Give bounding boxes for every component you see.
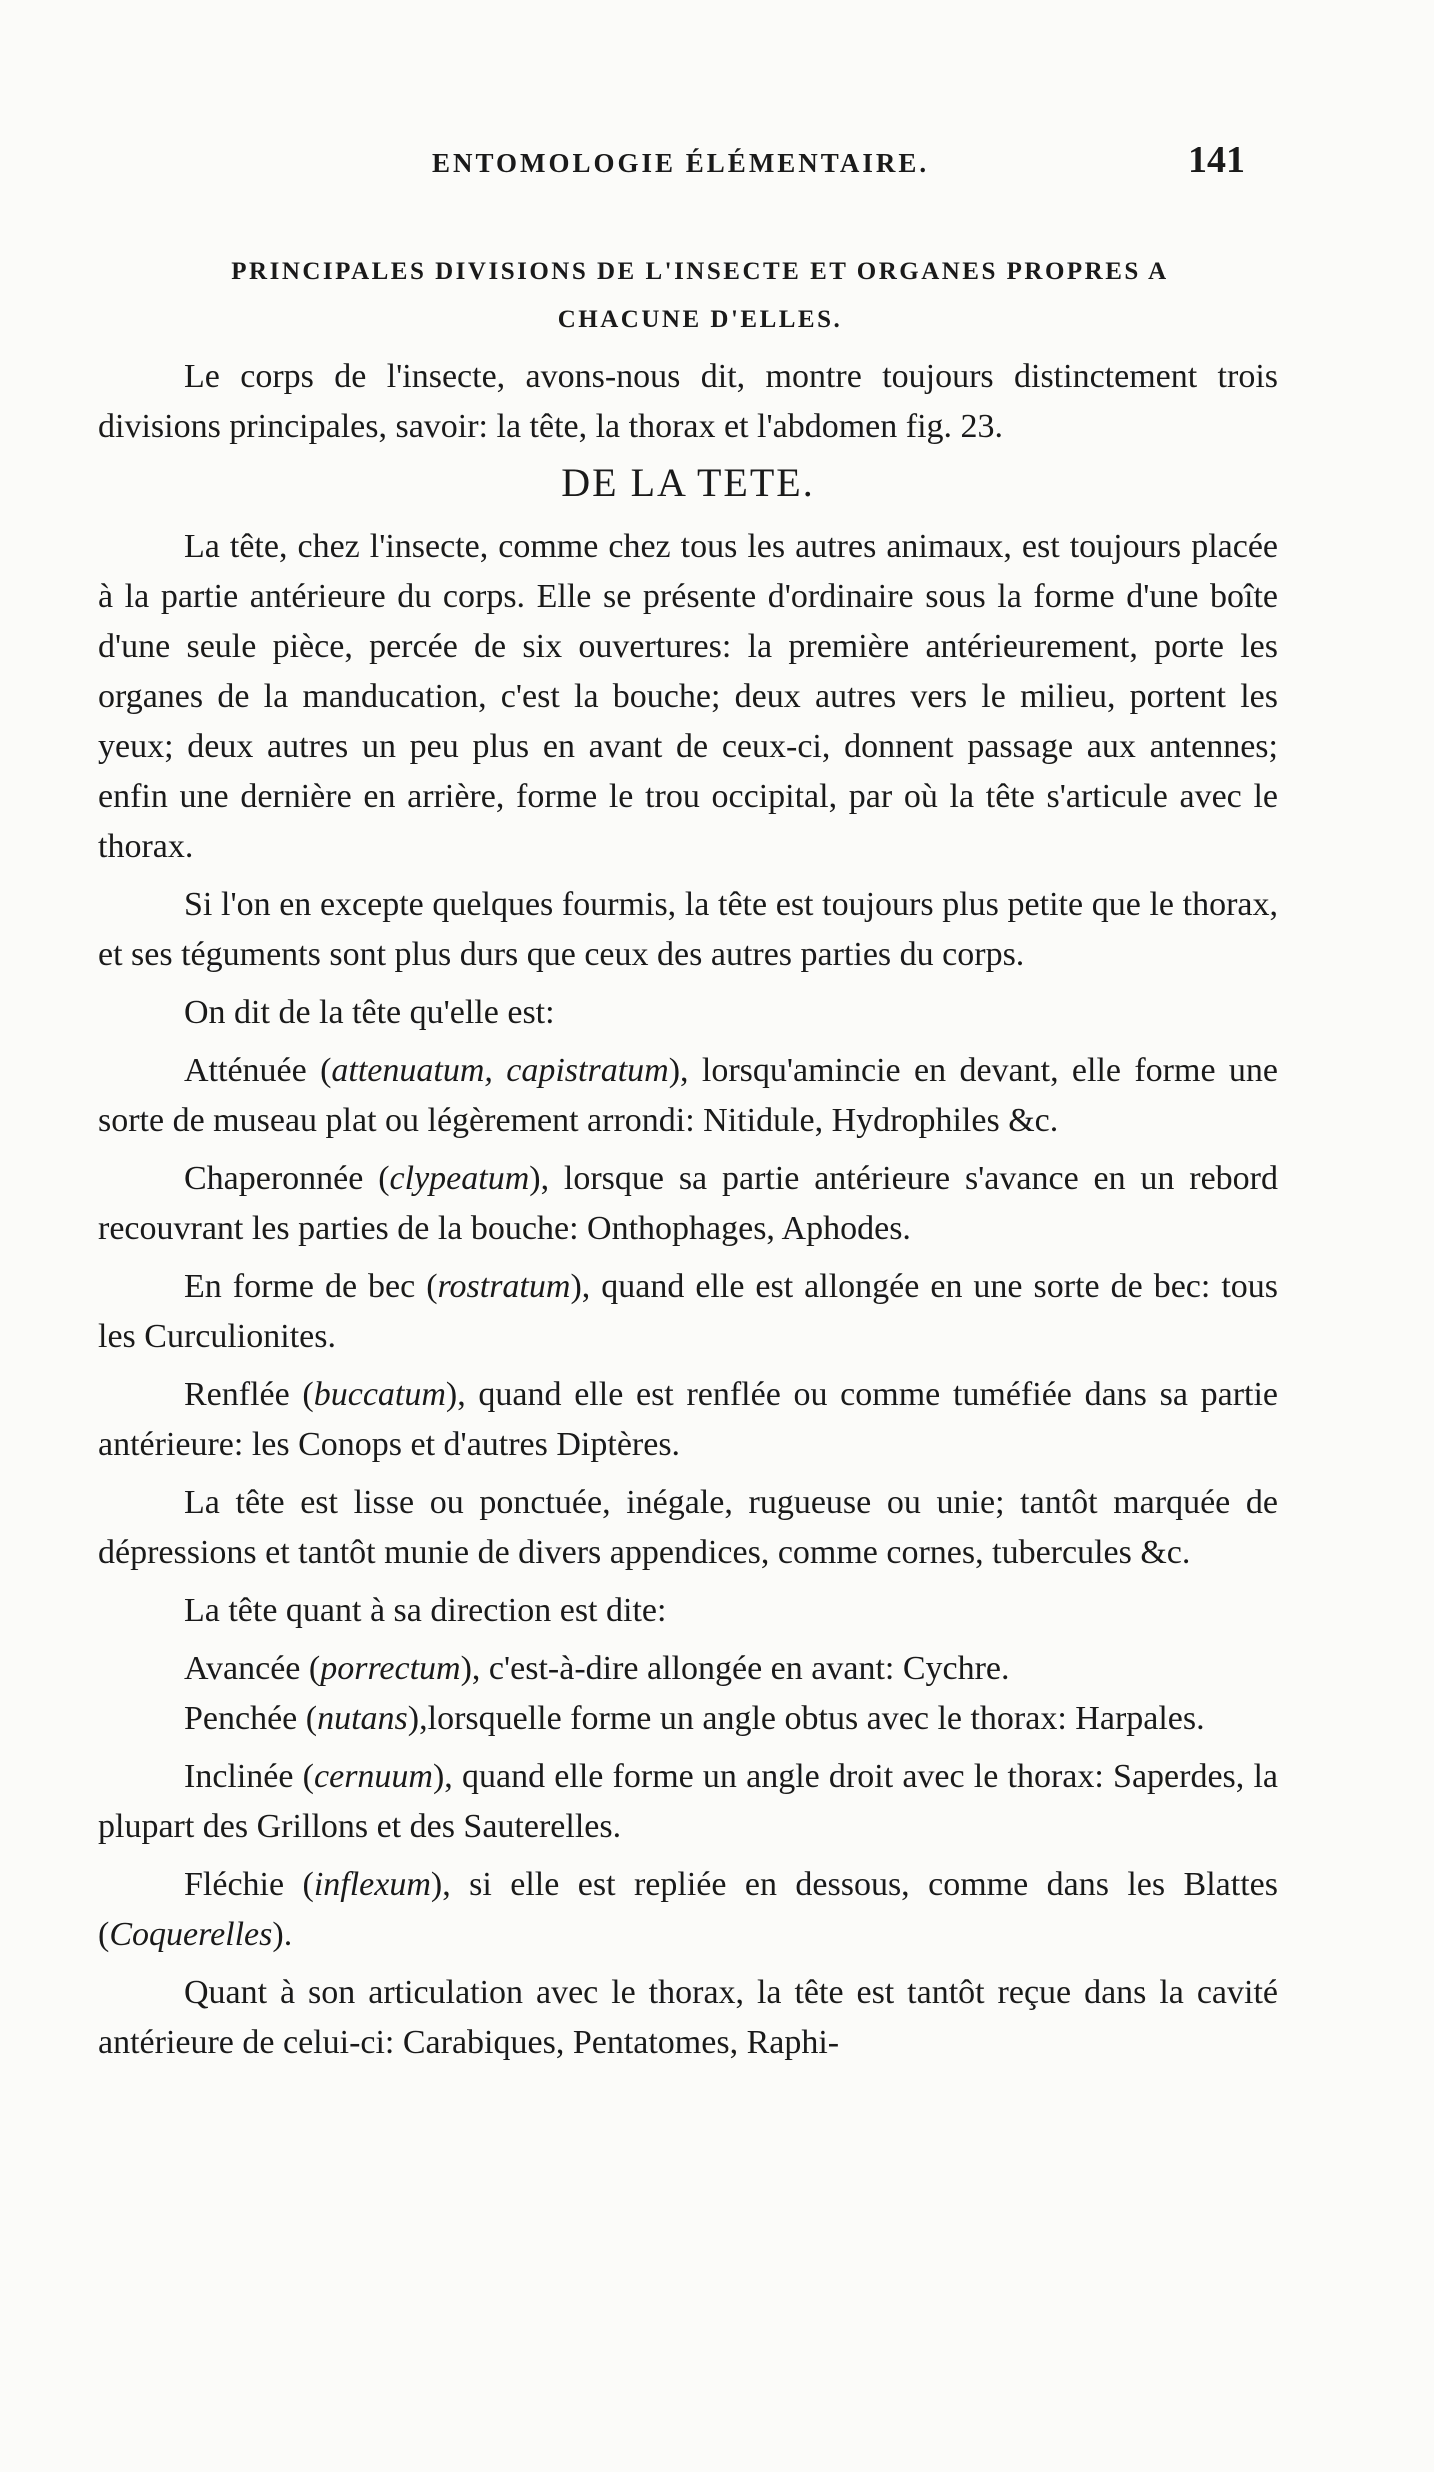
latin-term: porrectum xyxy=(320,1650,461,1687)
paragraph-surface: La tête est lisse ou ponctuée, inégale, rugueuse ou unie; tantôt marquée de dépressions et tantôt munie de divers appendices, comme cornes, tubercules &c. xyxy=(98,1484,1278,1571)
text-run: ), quand elle forme un angle droit avec le thorax: Saperdes, la plupart des Grillons et des Sauterelles. xyxy=(98,1758,1279,1845)
latin-term: rostratum xyxy=(437,1268,571,1305)
text-run: ), c'est-à-dire allongée en avant: Cychre. xyxy=(460,1650,1010,1687)
intro-paragraph: Le corps de l'insecte, avons-nous dit, montre toujours distinctement trois divisions principales, savoir: la tête, la thorax et l'abdomen fig. 23. xyxy=(98,358,1278,445)
paragraph-articulation: Quant à son articulation avec le thorax, la tête est tantôt reçue dans la cavité antérieure de celui-ci: Carabiques, Pentatomes, Raphi- xyxy=(98,1974,1278,2061)
text-run: En forme de bec ( xyxy=(184,1268,438,1305)
text-run: Penchée ( xyxy=(184,1700,318,1737)
latin-term: clypeatum xyxy=(389,1160,530,1197)
subheading: DE LA TETE. xyxy=(561,460,815,505)
latin-term: inflexum xyxy=(313,1866,431,1903)
text-run: ), quand elle est renflée ou comme tuméfiée dans sa partie antérieure: les Conops et d'autres Diptères. xyxy=(98,1376,1278,1463)
section-heading-line2: CHACUNE D'ELLES. xyxy=(557,306,843,333)
text-run: Inclinée ( xyxy=(184,1758,315,1795)
latin-term: nutans xyxy=(317,1700,408,1737)
page-header xyxy=(0,138,1434,198)
text-run: ), quand elle est allongée en une sorte de bec: tous les Curculionites. xyxy=(98,1268,1279,1355)
paragraph-attenuee xyxy=(98,1046,1278,1146)
body-text xyxy=(98,352,1278,2068)
text-run: Avancée ( xyxy=(184,1650,321,1687)
section-heading xyxy=(130,248,1270,344)
running-title: ENTOMOLOGIE ÉLÉMENTAIRE. xyxy=(432,148,930,178)
page-number: 141 xyxy=(1188,139,1245,181)
paragraph-head-forms-intro: On dit de la tête qu'elle est: xyxy=(184,994,555,1031)
text-run: ), si elle est repliée en dessous, comme dans les Blattes ( xyxy=(98,1866,1278,1953)
paragraph-inclinee xyxy=(98,1752,1278,1852)
text-run: Chaperonnée ( xyxy=(184,1160,390,1197)
paragraph-penchee xyxy=(98,1694,1278,1744)
section-heading-line1: PRINCIPALES DIVISIONS DE L'INSECTE ET ORGANES PROPRES A xyxy=(231,258,1169,285)
text-run: ),lorsquelle forme un angle obtus avec le thorax: Harpales. xyxy=(407,1700,1205,1737)
paragraph-avancee xyxy=(98,1644,1278,1694)
latin-term: buccatum xyxy=(313,1376,446,1413)
text-run: Atténuée ( xyxy=(184,1052,332,1089)
paragraph-direction-intro: La tête quant à sa direction est dite: xyxy=(184,1592,667,1629)
text-run: ), lorsque sa partie antérieure s'avance en un rebord recouvrant les parties de la bouche: Onthophages, Aphodes. xyxy=(98,1160,1278,1247)
latin-term: cernuum xyxy=(314,1758,433,1795)
text-run: ), lorsqu'amincie en devant, elle forme une sorte de museau plat ou légèrement arrondi: Nitidule, Hydrophiles &c. xyxy=(98,1052,1278,1139)
text-run: Renflée ( xyxy=(184,1376,314,1413)
text-run: Fléchie ( xyxy=(184,1866,314,1903)
paragraph-flechie xyxy=(98,1860,1278,1960)
text-run: ). xyxy=(272,1916,293,1953)
latin-term: Coquerelles xyxy=(109,1916,273,1953)
paragraph-forme-de-bec xyxy=(98,1262,1278,1362)
paragraph-chaperonnee xyxy=(98,1154,1278,1254)
paragraph-head-size: Si l'on en excepte quelques fourmis, la tête est toujours plus petite que le thorax, et ses téguments sont plus durs que ceux des autres parties du corps. xyxy=(98,886,1278,973)
paragraph-head-description: La tête, chez l'insecte, comme chez tous les autres animaux, est toujours placée à la partie antérieure du corps. Elle se présente d'ordinaire sous la forme d'une boîte d'une seule pièce, percée de six ouvertures: la première antérieurement, porte les organes de la manducation, c'est la bouche; deux autres vers le milieu, portent les yeux; deux autres un peu plus en avant de ceux-ci, donnent passage aux antennes; enfin une dernière en arrière, forme le trou occipital, par où la tête s'articule avec le thorax. xyxy=(98,528,1278,865)
latin-term: attenuatum, capistratum xyxy=(331,1052,669,1089)
paragraph-renflee xyxy=(98,1370,1278,1470)
